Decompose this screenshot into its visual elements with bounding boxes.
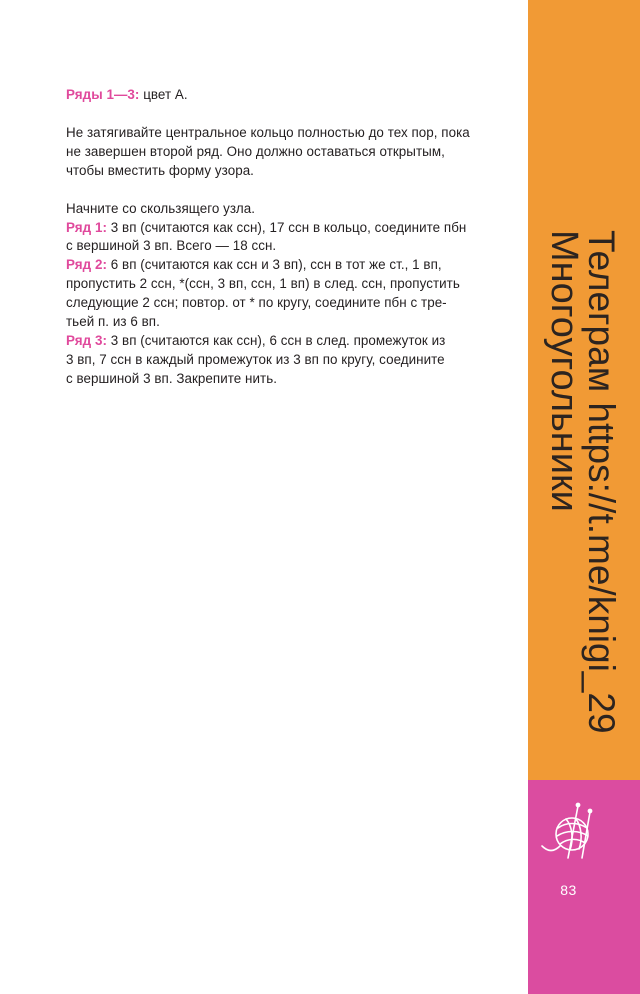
start-line: Начните со скользящего узла. xyxy=(66,200,256,216)
section-sidebar xyxy=(528,0,640,994)
note-line: не завершен второй ряд. Оно должно оставаться открытым, xyxy=(66,143,445,159)
row-1-line: 3 вп (считаются как ссн), 17 ссн в кольцо, соедините пбн xyxy=(107,219,467,235)
sidebar-vertical-text xyxy=(528,230,640,770)
rows-label: Ряды 1—3: xyxy=(66,87,140,102)
row-1-label: Ряд 1: xyxy=(66,219,107,235)
rows-text: цвет А. xyxy=(139,87,188,102)
row-3-line: с вершиной 3 вп. Закрепите нить. xyxy=(66,370,277,386)
row-2-line: 6 вп (считаются как ссн и 3 вп), ссн в тот же ст., 1 вп, xyxy=(107,257,442,273)
row-3-line: 3 вп (считаются как ссн), 6 ссн в след. промежуток из xyxy=(107,332,446,348)
page-number: 83 xyxy=(560,882,577,898)
row-2-line: следующие 2 ссн; повтор. от * по кругу, соедините пбн с тре- xyxy=(66,295,447,311)
row-3-line: 3 вп, 7 ссн в каждый промежуток из 3 вп по кругу, соедините xyxy=(66,351,445,367)
row-3 xyxy=(66,332,498,389)
row-2 xyxy=(66,256,498,332)
rows-1-3-heading xyxy=(66,86,498,105)
note-line: Не затягивайте центральное кольцо полностью до тех пор, пока xyxy=(66,124,470,140)
instructions-text xyxy=(66,86,498,389)
row-3-label: Ряд 3: xyxy=(66,332,107,348)
note-line: чтобы вместить форму узора. xyxy=(66,162,254,178)
telegram-watermark: Телеграм https://t.me/knigi_29 xyxy=(581,230,622,734)
row-1-line: с вершиной 3 вп. Всего — 18 ссн. xyxy=(66,238,277,254)
row-1 xyxy=(66,219,498,257)
section-title: Многоугольники xyxy=(543,230,585,512)
yarn-ball-icon xyxy=(538,800,602,862)
row-2-line: тьей п. из 6 вп. xyxy=(66,314,160,330)
row-2-label: Ряд 2: xyxy=(66,257,107,273)
row-2-line: пропустить 2 ссн, *(ссн, 3 вп, ссн, 1 вп) в след. ссн, пропустить xyxy=(66,276,460,292)
note-paragraph xyxy=(66,124,498,181)
